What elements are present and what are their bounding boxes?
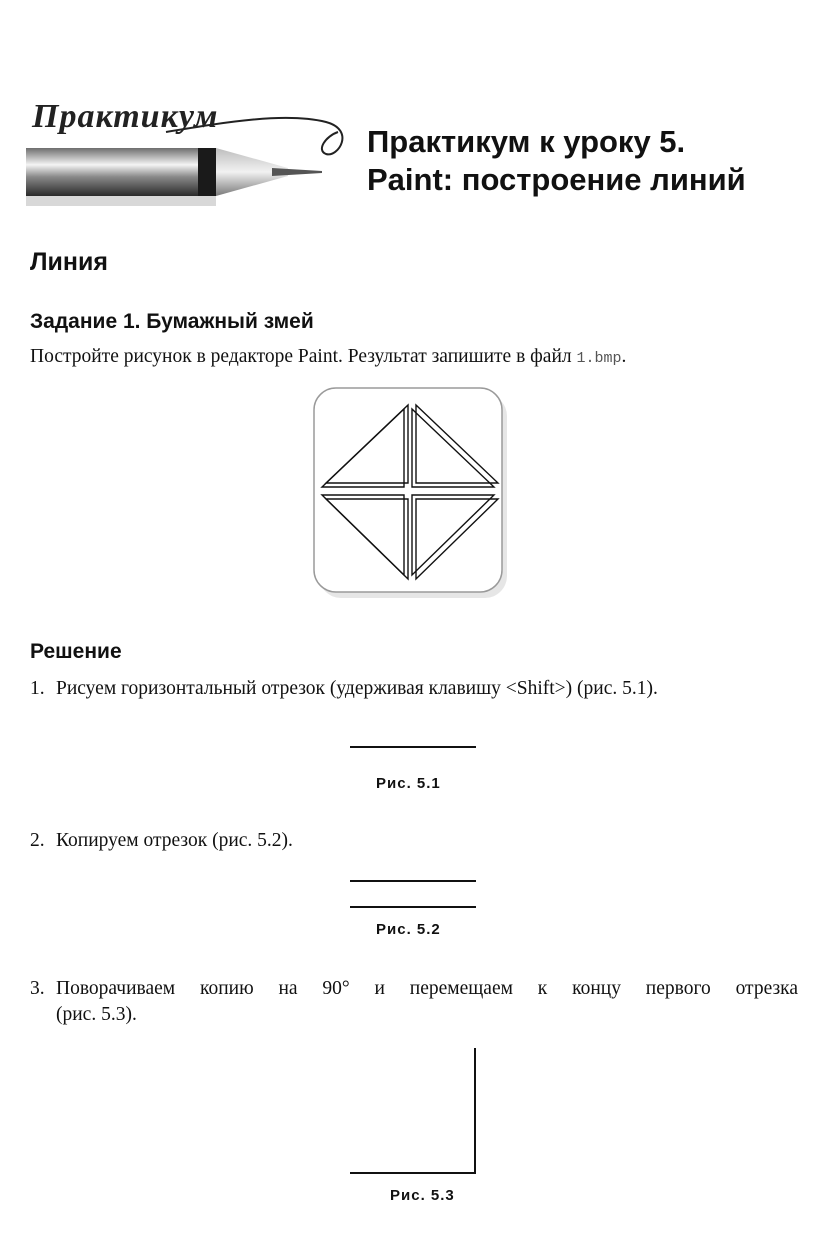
figure-caption: Рис. 5.2 [376,921,441,938]
task-text-main: Постройте рисунок в редакторе Paint. Результат запишите в файл [30,346,577,367]
kite-drawing [310,385,510,601]
figure-caption: Рис. 5.1 [376,775,441,792]
task-text-end: . [621,346,627,367]
solution-heading: Решение [30,640,122,663]
step-text: Рисуем горизонтальный отрезок (удерживая клавишу <Shift>) (рис. 5.1). [56,678,658,699]
task-text [30,344,626,372]
step-3 [30,976,798,1028]
step-number: 3. [30,978,45,999]
step-number: 2. [30,830,45,851]
logo [26,92,346,217]
section-heading: Линия [30,248,108,276]
task-heading: Задание 1. Бумажный змей [30,310,314,333]
step-number: 1. [30,678,45,699]
figure-5-2-line-bottom [350,906,476,908]
step-1 [30,676,658,702]
figure-5-3-horizontal-line [350,1172,476,1174]
page-title-line1: Практикум к уроку 5. [367,124,686,159]
figure-5-2-line-top [350,880,476,882]
task-filename: 1.bmp [576,350,622,367]
step-text: Копируем отрезок (рис. 5.2). [56,830,293,851]
step-text-line1: Поворачиваем копию на 90° и перемещаем к концу первого отрезка [56,978,798,999]
figure-caption: Рис. 5.3 [390,1187,455,1204]
step-2 [30,828,293,854]
page-title-line2: Paint: построение линий [367,162,746,197]
step-text-line2: (рис. 5.3). [56,1004,137,1025]
figure-5-1-line [350,746,476,748]
figure-5-3-vertical-line [474,1048,476,1174]
logo-text: Практикум [32,98,219,135]
kite-illustration [310,385,510,601]
